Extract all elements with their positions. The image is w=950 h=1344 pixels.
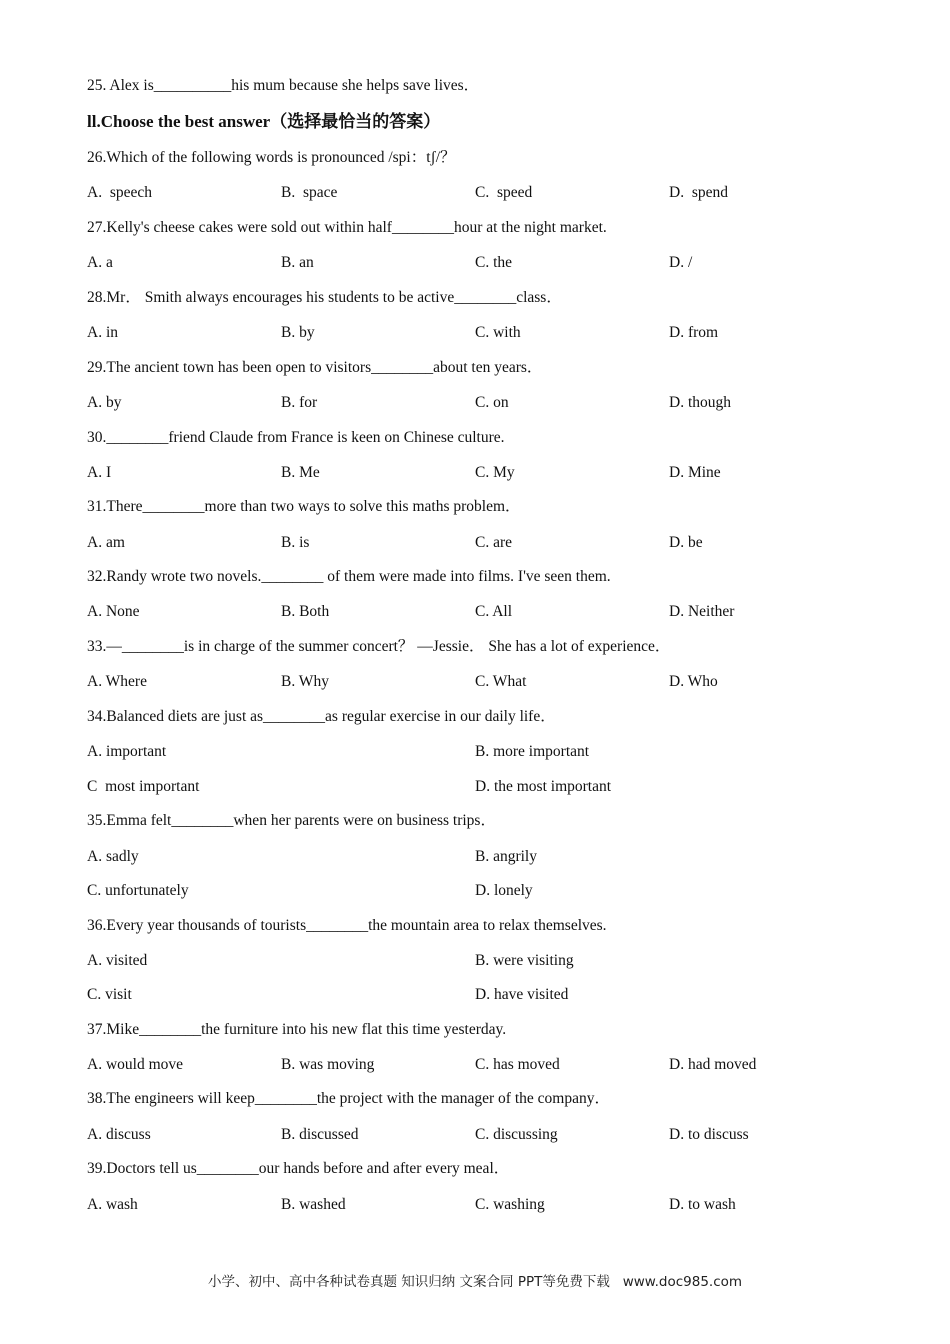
question-28-stem: 28.Mr． Smith always encourages his students to be active________class． xyxy=(87,289,562,306)
question-37-option-c: C. has moved xyxy=(475,1056,560,1073)
question-36-option-c: C. visit xyxy=(87,986,132,1003)
question-31-option-a: A. am xyxy=(87,534,125,551)
question-30-option-a: A. I xyxy=(87,464,112,481)
question-27-stem: 27.Kelly's cheese cakes were sold out within half________hour at the night market. xyxy=(87,219,607,236)
question-32-stem: 32.Randy wrote two novels.________ of them were made into films. I've seen them. xyxy=(87,568,611,585)
question-26-option-c: C. speed xyxy=(475,184,533,201)
question-26-option-d: D. spend xyxy=(669,184,728,201)
question-34-option-b: B. more important xyxy=(475,743,590,760)
question-37-option-b: B. was moving xyxy=(281,1056,375,1073)
question-29-option-c: C. on xyxy=(475,394,509,411)
question-30-option-d: D. Mine xyxy=(669,464,721,481)
question-36-option-b: B. were visiting xyxy=(475,952,574,969)
question-29-stem: 29.The ancient town has been open to visitors________about ten years． xyxy=(87,359,543,376)
question-27-option-b: B. an xyxy=(281,254,314,271)
question-38-option-d: D. to discuss xyxy=(669,1126,749,1143)
question-33-option-d: D. Who xyxy=(669,673,718,690)
question-26-option-a: A. speech xyxy=(87,184,152,201)
question-39-option-d: D. to wash xyxy=(669,1196,736,1213)
question-33-option-c: C. What xyxy=(475,673,527,690)
question-33-option-b: B. Why xyxy=(281,673,329,690)
question-28-option-c: C. with xyxy=(475,324,521,341)
question-31-option-c: C. are xyxy=(475,534,513,551)
question-28-option-a: A. in xyxy=(87,324,118,341)
question-32-option-d: D. Neither xyxy=(669,603,735,620)
question-36-option-a: A. visited xyxy=(87,952,148,969)
question-30-option-b: B. Me xyxy=(281,464,320,481)
question-35-option-a: A. sadly xyxy=(87,848,139,865)
question-38-option-a: A. discuss xyxy=(87,1126,151,1143)
question-29-option-b: B. for xyxy=(281,394,318,411)
question-38-option-b: B. discussed xyxy=(281,1126,359,1143)
question-35-option-b: B. angrily xyxy=(475,848,537,865)
question-39-option-a: A. wash xyxy=(87,1196,138,1213)
question-38-stem: 38.The engineers will keep________the project with the manager of the company． xyxy=(87,1090,610,1107)
question-31-option-b: B. is xyxy=(281,534,310,551)
question-35-stem: 35.Emma felt________when her parents were on business trips． xyxy=(87,812,496,829)
question-32-option-b: B. Both xyxy=(281,603,330,620)
question-29-option-a: A. by xyxy=(87,394,122,411)
question-34-option-c: C most important xyxy=(87,778,200,795)
question-30-option-c: C. My xyxy=(475,464,515,481)
question-27-option-d: D. / xyxy=(669,254,693,271)
question-27-option-c: C. the xyxy=(475,254,513,271)
question-35-option-d: D. lonely xyxy=(475,882,533,899)
question-32-option-a: A. None xyxy=(87,603,140,620)
section-heading: ll.Choose the best answer（选择最恰当的答案） xyxy=(87,112,441,131)
question-28-option-d: D. from xyxy=(669,324,719,341)
question-29-option-d: D. though xyxy=(669,394,731,411)
question-28-option-b: B. by xyxy=(281,324,315,341)
question-39-stem: 39.Doctors tell us________our hands before and after every meal． xyxy=(87,1160,510,1177)
question-31-stem: 31.There________more than two ways to solve this maths problem． xyxy=(87,498,521,515)
question-35-option-c: C. unfortunately xyxy=(87,882,189,899)
question-37-option-a: A. would move xyxy=(87,1056,184,1073)
question-25: 25. Alex is__________his mum because she helps save lives． xyxy=(87,77,480,94)
question-39-option-c: C. washing xyxy=(475,1196,545,1213)
question-37-stem: 37.Mike________the furniture into his new flat this time yesterday. xyxy=(87,1021,507,1038)
question-37-option-d: D. had moved xyxy=(669,1056,757,1073)
question-33-stem: 33.—________is in charge of the summer concert？ —Jessie． She has a lot of experience． xyxy=(87,638,671,655)
question-36-stem: 36.Every year thousands of tourists________the mountain area to relax themselves. xyxy=(87,917,607,934)
question-39-option-b: B. washed xyxy=(281,1196,346,1213)
question-31-option-d: D. be xyxy=(669,534,703,551)
question-36-option-d: D. have visited xyxy=(475,986,569,1003)
question-32-option-c: C. All xyxy=(475,603,513,620)
question-30-stem: 30.________friend Claude from France is keen on Chinese culture. xyxy=(87,429,505,446)
question-34-option-d: D. the most important xyxy=(475,778,612,795)
page-footer: 小学、初中、高中各种试卷真题 知识归纳 文案合同 PPT等免费下载 www.doc985.com xyxy=(207,1274,743,1290)
question-38-option-c: C. discussing xyxy=(475,1126,558,1143)
question-27-option-a: A. a xyxy=(87,254,113,271)
question-26-stem: 26.Which of the following words is pronounced /spi：tʃ/？ xyxy=(87,149,456,166)
question-26-option-b: B. space xyxy=(281,184,338,201)
question-33-option-a: A. Where xyxy=(87,673,147,690)
question-34-option-a: A. important xyxy=(87,743,167,760)
question-34-stem: 34.Balanced diets are just as________as regular exercise in our daily life． xyxy=(87,708,556,725)
